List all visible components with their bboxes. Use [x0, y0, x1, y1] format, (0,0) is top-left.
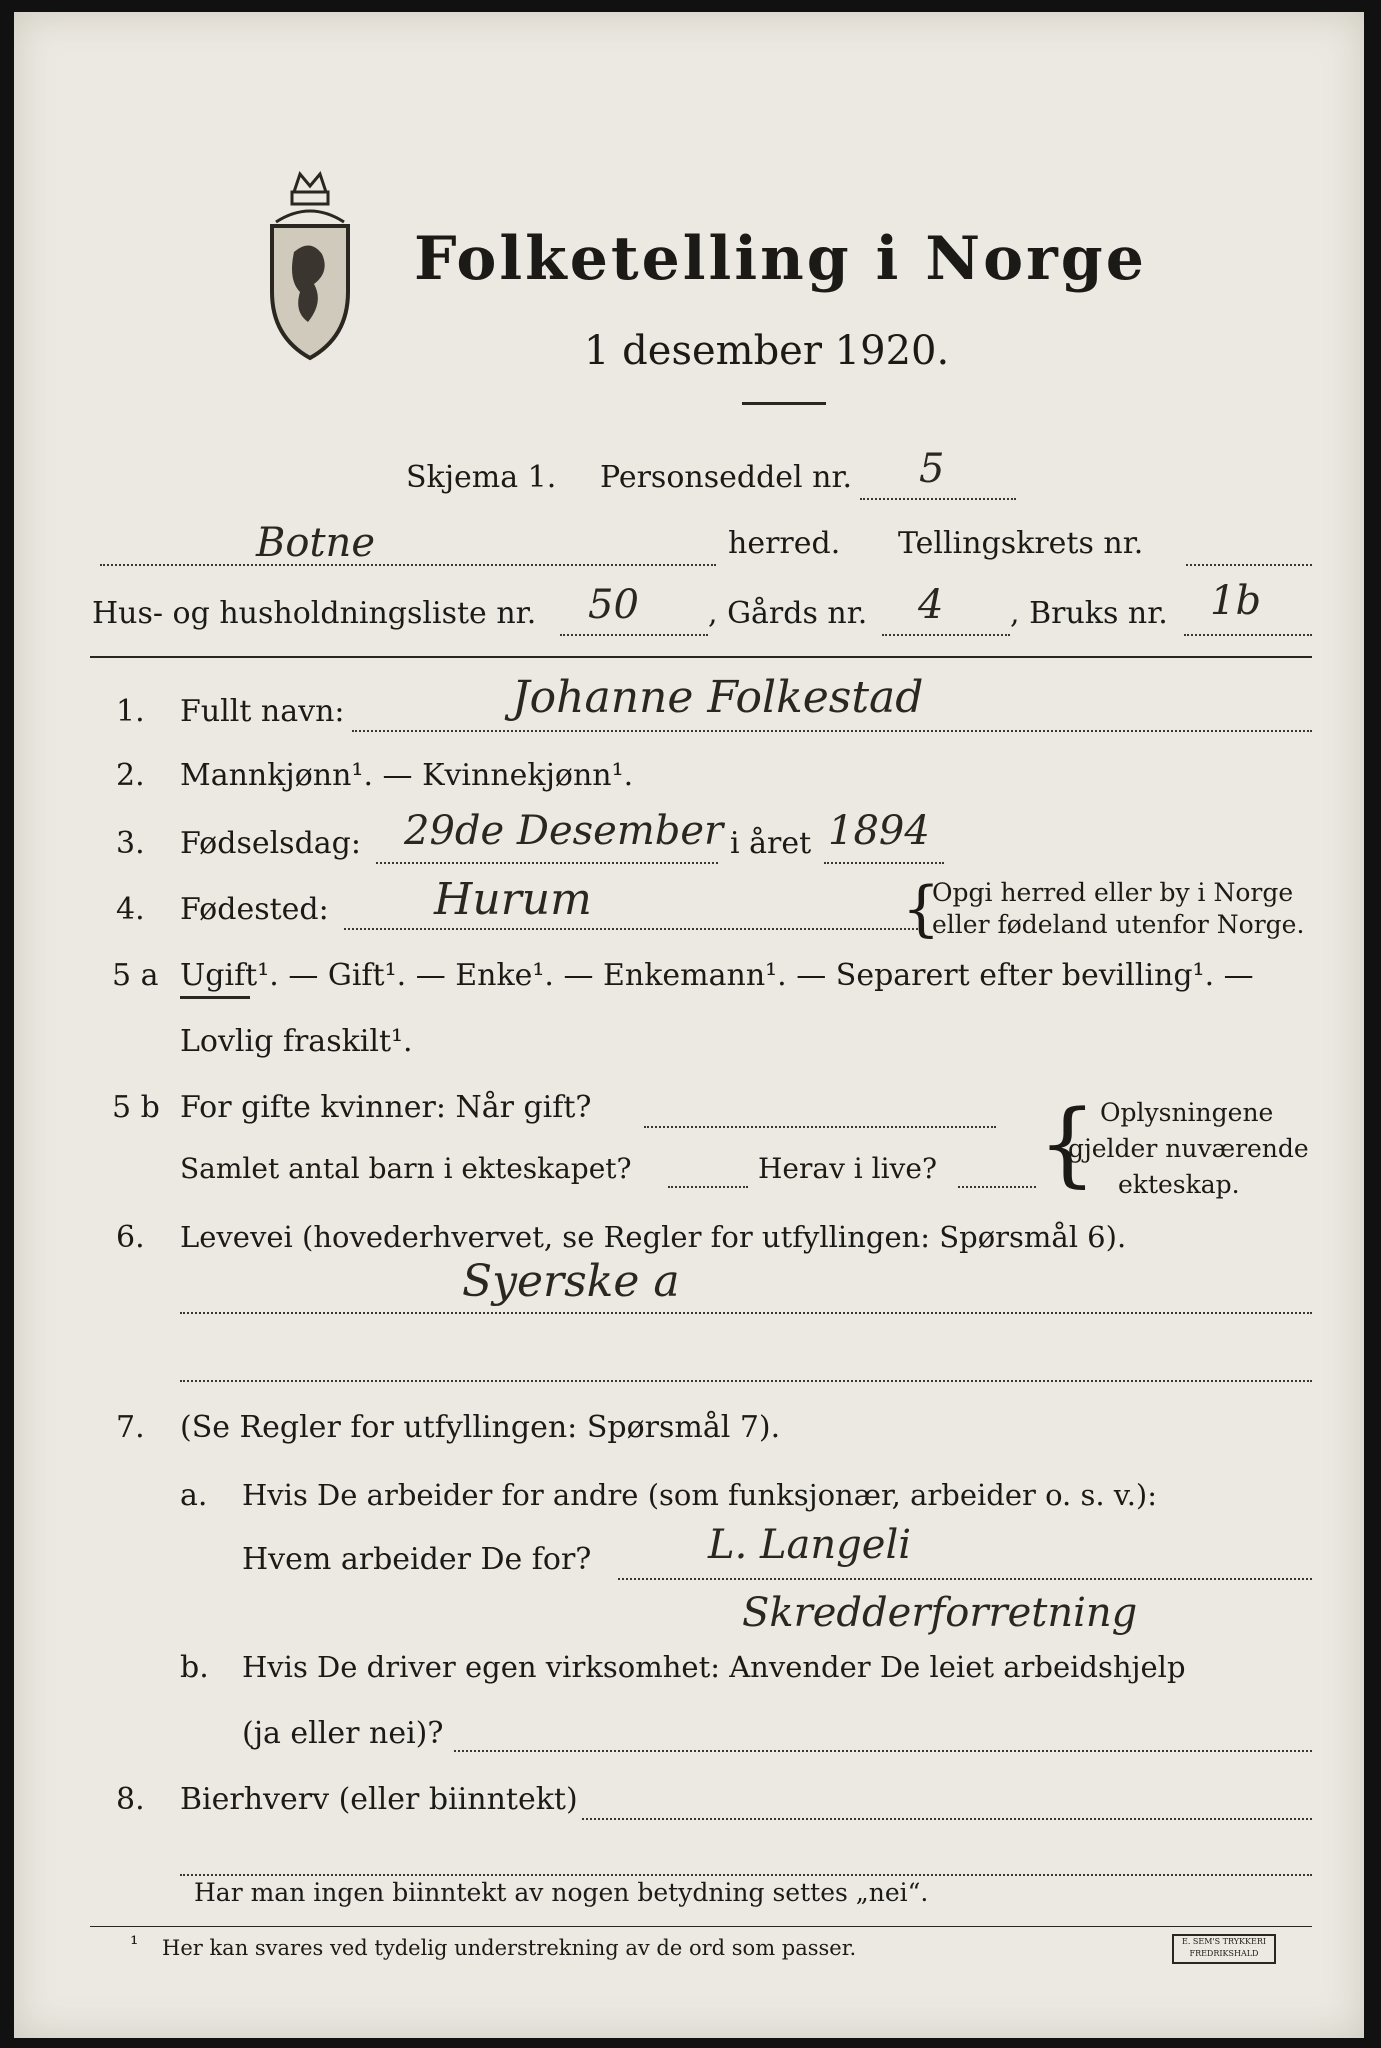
q5b-line-2b: Herav i live? [758, 1152, 937, 1185]
bruks-value: 1b [1210, 578, 1262, 624]
q5b-note-3: ekteskap. [1118, 1170, 1240, 1199]
tellingskrets-label: Tellingskrets nr. [898, 526, 1144, 561]
gards-value: 4 [918, 582, 944, 628]
q3-year-line [824, 862, 944, 864]
q2-label: Mannkjønn¹. — Kvinnekjønn¹. [180, 758, 634, 793]
form-date: 1 desember 1920. [584, 328, 950, 374]
q4-value: Hurum [434, 874, 592, 925]
gards-line [882, 634, 1010, 636]
q7a-value-1: L. Langeli [708, 1522, 912, 1568]
q7a-line [618, 1578, 1312, 1580]
skjema-label: Skjema 1. [406, 460, 557, 495]
q7b-line-2: (ja eller nei)? [242, 1716, 444, 1751]
q3-line [376, 862, 718, 864]
q5a-line-2: Lovlig fraskilt¹. [180, 1024, 413, 1059]
herred-line [100, 564, 716, 566]
q8-line-1 [582, 1818, 1312, 1820]
q8-label: Bierhverv (eller biinntekt) [180, 1782, 578, 1817]
q8-number: 8. [116, 1782, 145, 1817]
q6-line-2 [180, 1380, 1312, 1382]
q1-value: Johanne Folkestad [512, 672, 924, 723]
census-form [14, 12, 1364, 2038]
hus-line [560, 634, 708, 636]
q5a-ugift-underline [180, 996, 250, 999]
q6-line-1 [180, 1312, 1312, 1314]
q7-label: (Se Regler for utfyllingen: Spørsmål 7). [180, 1410, 781, 1445]
q4-number: 4. [116, 892, 145, 927]
personseddel-value: 5 [919, 446, 945, 492]
q5b-live-line [958, 1186, 1036, 1188]
bruks-label: , Bruks nr. [1010, 596, 1168, 631]
personseddel-line [860, 498, 1016, 500]
q5b-barn-line [668, 1186, 748, 1188]
q4-note-1: Opgi herred eller by i Norge [932, 878, 1294, 907]
q1-number: 1. [116, 694, 145, 729]
q7-number: 7. [116, 1410, 145, 1445]
q5b-gift-line [644, 1126, 996, 1128]
q5b-brace: { [1038, 1090, 1097, 1197]
printer-stamp-text: E. SEM'S TRYKKERI FREDRIKSHALD [1181, 1937, 1267, 1958]
footnote-mark: ¹ [130, 1932, 139, 1956]
printer-stamp [1172, 1934, 1276, 1964]
q7b-line [454, 1750, 1312, 1752]
footer-note: Har man ingen biinntekt av nogen betydning settes „nei“. [194, 1878, 929, 1907]
q3-number: 3. [116, 826, 145, 861]
footnote-divider [90, 1926, 1312, 1927]
q5b-number: 5 b [112, 1090, 160, 1125]
q4-note-2: eller fødeland utenfor Norge. [932, 910, 1305, 939]
q7b-letter: b. [180, 1650, 209, 1685]
q4-brace: { [902, 874, 941, 944]
personseddel-label: Personseddel nr. [600, 460, 853, 495]
q5a-line-1: Ugift¹. — Gift¹. — Enke¹. — Enkemann¹. — Separert efter bevilling¹. — [180, 958, 1254, 993]
q6-number: 6. [116, 1220, 145, 1255]
footnote-text: Her kan svares ved tydelig understrekning av de ord som passer. [162, 1936, 857, 1960]
q8-line-2 [180, 1874, 1312, 1876]
tellingskrets-line [1186, 564, 1312, 566]
q6-label: Levevei (hovederhvervet, se Regler for utfyllingen: Spørsmål 6). [180, 1220, 1127, 1254]
herred-label: herred. [728, 526, 841, 561]
q7b-line-1: Hvis De driver egen virksomhet: Anvender De leiet arbeidshjelp [242, 1650, 1186, 1684]
q3-label: Fødselsdag: [180, 826, 361, 861]
herred-value: Botne [256, 520, 375, 566]
q7a-letter: a. [180, 1478, 208, 1513]
q5a-number: 5 a [112, 958, 159, 993]
q7a-value-2: Skredderforretning [742, 1590, 1138, 1636]
q4-line [344, 928, 918, 930]
q6-value: Syerske a [462, 1256, 680, 1307]
hus-label: Hus- og husholdningsliste nr. [92, 596, 537, 631]
title-divider [742, 402, 826, 405]
hus-value: 50 [588, 582, 639, 628]
q3-year-label: i året [730, 826, 812, 861]
q5b-line-1: For gifte kvinner: Når gift? [180, 1090, 592, 1125]
q5b-note-2: gjelder nuværende [1068, 1134, 1309, 1163]
bruks-line [1184, 634, 1312, 636]
norwegian-coat-of-arms-icon [264, 162, 356, 362]
q5b-line-2a: Samlet antal barn i ekteskapet? [180, 1152, 632, 1185]
form-title: Folketelling i Norge [414, 224, 1147, 294]
header-divider [90, 656, 1312, 658]
q7a-line-2: Hvem arbeider De for? [242, 1542, 592, 1577]
q1-line [352, 730, 1312, 732]
gards-label: , Gårds nr. [708, 596, 868, 631]
q2-number: 2. [116, 758, 145, 793]
q1-label: Fullt navn: [180, 694, 345, 729]
q3-value: 29de Desember [404, 808, 724, 854]
q3-year-value: 1894 [828, 808, 930, 854]
q4-label: Fødested: [180, 892, 329, 927]
q5b-note-1: Oplysningene [1100, 1098, 1274, 1127]
q7a-line-1: Hvis De arbeider for andre (som funksjonær, arbeider o. s. v.): [242, 1478, 1158, 1512]
